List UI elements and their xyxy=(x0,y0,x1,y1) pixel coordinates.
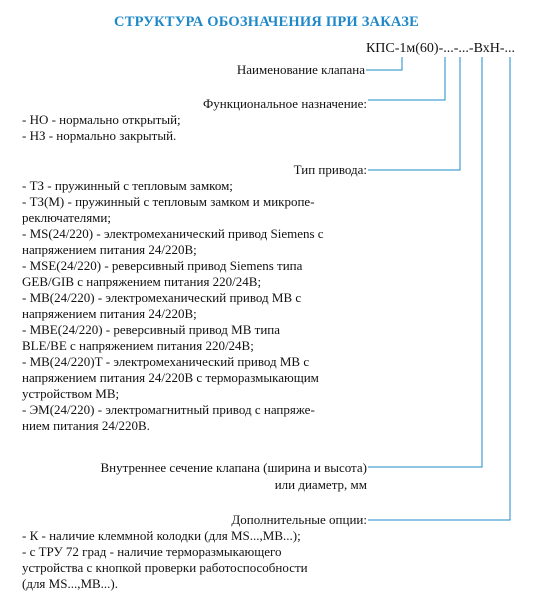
valve-name-label: Наименование клапана xyxy=(236,62,365,77)
drive-line: устройством МВ; xyxy=(22,386,120,401)
drive-line: - MSE(24/220) - реверсивный привод Siemens типа xyxy=(22,258,303,273)
options-list xyxy=(22,528,368,592)
leader-name xyxy=(366,57,402,70)
drive-label: Тип привода: xyxy=(293,162,367,177)
drive-line: - МВЕ(24/220) - реверсивный привод МВ типа xyxy=(22,322,281,337)
drive-line: - MS(24/220) - электромеханический привод Siemens с xyxy=(22,226,324,241)
drive-line: нием питания 24/220В. xyxy=(22,418,150,433)
drive-line: напряжением питания 24/220В; xyxy=(22,242,197,257)
page-title: СТРУКТУРА ОБОЗНАЧЕНИЯ ПРИ ЗАКАЗЕ xyxy=(114,14,419,30)
section-size-label: Внутреннее сечение клапана (ширина и высота) xyxy=(100,460,367,475)
drive-line: GEB/GIB с напряжением питания 220/24В; xyxy=(22,274,262,289)
drive-line: реключателями; xyxy=(22,210,111,225)
drive-line: - ЭМ(24/220) - электромагнитный привод с напряже- xyxy=(22,402,315,417)
option-line: (для MS...,МВ...). xyxy=(22,576,119,591)
leader-function xyxy=(368,57,445,100)
drive-line: - МВ(24/220)Т - электромеханический привод МВ с xyxy=(22,354,310,369)
option-line: - с ТРУ 72 град - наличие терморазмыкающего xyxy=(22,544,282,559)
drive-line: напряжением питания 24/220В; xyxy=(22,306,197,321)
designation-code: КПС-1м(60)-...-...-ВхН-... xyxy=(365,41,515,56)
option-line: - К - наличие клеммной колодки (для MS...,МВ...); xyxy=(22,528,301,543)
drive-line: - МВ(24/220) - электромеханический привод МВ с xyxy=(22,290,302,305)
function-label: Функциональное назначение: xyxy=(202,96,367,111)
section-size-label-2: или диаметр, мм xyxy=(274,477,367,492)
drive-line: BLE/BE с напряжением питания 220/24В; xyxy=(22,338,254,353)
leader-section xyxy=(368,57,482,467)
options-label: Дополнительные опции: xyxy=(231,512,367,527)
drive-options-list xyxy=(22,178,368,434)
function-item-nz: - НЗ - нормально закрытый. xyxy=(22,128,177,143)
drive-line: - ТЗ - пружинный с тепловым замком; xyxy=(22,178,233,193)
drive-line: напряжением питания 24/220В с терморазмыкающим xyxy=(22,370,319,385)
leader-drive xyxy=(368,57,460,170)
drive-line: - ТЗ(М) - пружинный с тепловым замком и микропе- xyxy=(22,194,315,209)
leader-options xyxy=(368,57,510,520)
function-item-no: - НО - нормально открытый; xyxy=(22,112,181,127)
option-line: устройства с кнопкой проверки работоспособности xyxy=(22,560,308,575)
